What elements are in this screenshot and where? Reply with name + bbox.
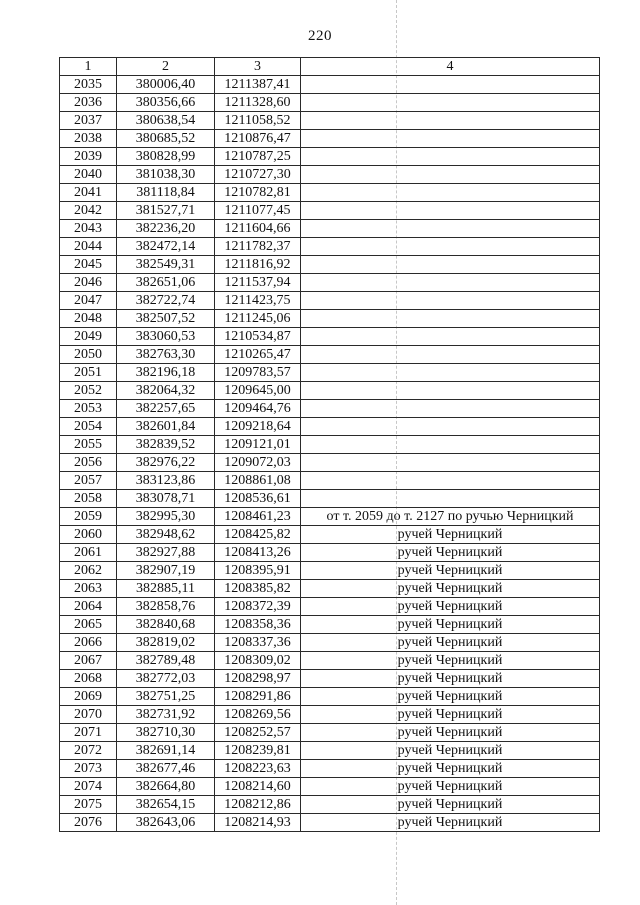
cell-y-coordinate: 1208425,82 (215, 526, 301, 544)
cell-y-coordinate: 1211245,06 (215, 310, 301, 328)
cell-description: ручей Черницкий (301, 580, 600, 598)
cell-x-coordinate: 382731,92 (117, 706, 215, 724)
cell-point-number: 2073 (60, 760, 117, 778)
cell-point-number: 2063 (60, 580, 117, 598)
cell-y-coordinate: 1209218,64 (215, 418, 301, 436)
table-row (60, 346, 600, 364)
cell-description: ручей Черницкий (301, 814, 600, 832)
cell-y-coordinate: 1208536,61 (215, 490, 301, 508)
cell-y-coordinate: 1210876,47 (215, 130, 301, 148)
table-row (60, 310, 600, 328)
cell-point-number: 2065 (60, 616, 117, 634)
cell-y-coordinate: 1210265,47 (215, 346, 301, 364)
cell-x-coordinate: 382472,14 (117, 238, 215, 256)
table-row (60, 202, 600, 220)
cell-y-coordinate: 1211816,92 (215, 256, 301, 274)
cell-x-coordinate: 383078,71 (117, 490, 215, 508)
cell-description (301, 490, 600, 508)
cell-description: ручей Черницкий (301, 616, 600, 634)
cell-description (301, 220, 600, 238)
cell-point-number: 2040 (60, 166, 117, 184)
cell-point-number: 2048 (60, 310, 117, 328)
table-row (60, 724, 600, 742)
cell-point-number: 2047 (60, 292, 117, 310)
cell-x-coordinate: 382948,62 (117, 526, 215, 544)
cell-point-number: 2074 (60, 778, 117, 796)
cell-description: ручей Черницкий (301, 706, 600, 724)
cell-y-coordinate: 1211077,45 (215, 202, 301, 220)
cell-point-number: 2056 (60, 454, 117, 472)
cell-description: ручей Черницкий (301, 526, 600, 544)
table-row (60, 382, 600, 400)
cell-point-number: 2055 (60, 436, 117, 454)
table-row (60, 436, 600, 454)
cell-y-coordinate: 1210782,81 (215, 184, 301, 202)
cell-description: ручей Черницкий (301, 634, 600, 652)
cell-description (301, 472, 600, 490)
cell-x-coordinate: 382664,80 (117, 778, 215, 796)
table-row (60, 508, 600, 526)
table-row (60, 364, 600, 382)
table-row (60, 400, 600, 418)
table-row (60, 94, 600, 112)
cell-x-coordinate: 382976,22 (117, 454, 215, 472)
table-row (60, 112, 600, 130)
cell-x-coordinate: 382789,48 (117, 652, 215, 670)
cell-point-number: 2064 (60, 598, 117, 616)
table-row (60, 526, 600, 544)
cell-description (301, 382, 600, 400)
table-row (60, 760, 600, 778)
table-row (60, 292, 600, 310)
cell-y-coordinate: 1208212,86 (215, 796, 301, 814)
cell-y-coordinate: 1211328,60 (215, 94, 301, 112)
cell-point-number: 2045 (60, 256, 117, 274)
cell-description (301, 310, 600, 328)
cell-y-coordinate: 1208252,57 (215, 724, 301, 742)
cell-description: ручей Черницкий (301, 778, 600, 796)
cell-x-coordinate: 383123,86 (117, 472, 215, 490)
table-row (60, 652, 600, 670)
cell-x-coordinate: 382839,52 (117, 436, 215, 454)
cell-description: от т. 2059 до т. 2127 по ручью Черницкий (301, 508, 600, 526)
cell-point-number: 2058 (60, 490, 117, 508)
cell-description (301, 76, 600, 94)
cell-y-coordinate: 1211537,94 (215, 274, 301, 292)
cell-x-coordinate: 381527,71 (117, 202, 215, 220)
cell-x-coordinate: 382995,30 (117, 508, 215, 526)
header-row (60, 58, 600, 76)
cell-point-number: 2069 (60, 688, 117, 706)
cell-description (301, 202, 600, 220)
cell-x-coordinate: 382677,46 (117, 760, 215, 778)
cell-y-coordinate: 1208239,81 (215, 742, 301, 760)
table-row (60, 616, 600, 634)
cell-y-coordinate: 1208337,36 (215, 634, 301, 652)
table-row (60, 598, 600, 616)
cell-x-coordinate: 382819,02 (117, 634, 215, 652)
cell-point-number: 2068 (60, 670, 117, 688)
table-row (60, 274, 600, 292)
table-row (60, 328, 600, 346)
cell-x-coordinate: 382196,18 (117, 364, 215, 382)
cell-description: ручей Черницкий (301, 652, 600, 670)
cell-y-coordinate: 1208291,86 (215, 688, 301, 706)
cell-point-number: 2060 (60, 526, 117, 544)
cell-point-number: 2057 (60, 472, 117, 490)
cell-point-number: 2050 (60, 346, 117, 364)
cell-y-coordinate: 1208223,63 (215, 760, 301, 778)
cell-y-coordinate: 1208269,56 (215, 706, 301, 724)
cell-point-number: 2071 (60, 724, 117, 742)
table-row (60, 130, 600, 148)
cell-point-number: 2043 (60, 220, 117, 238)
table-row (60, 544, 600, 562)
cell-x-coordinate: 382885,11 (117, 580, 215, 598)
cell-y-coordinate: 1211604,66 (215, 220, 301, 238)
cell-description: ручей Черницкий (301, 598, 600, 616)
table-row (60, 238, 600, 256)
cell-y-coordinate: 1208214,60 (215, 778, 301, 796)
cell-point-number: 2052 (60, 382, 117, 400)
cell-description (301, 292, 600, 310)
table-row (60, 706, 600, 724)
cell-y-coordinate: 1209783,57 (215, 364, 301, 382)
cell-point-number: 2037 (60, 112, 117, 130)
cell-x-coordinate: 382507,52 (117, 310, 215, 328)
cell-description: ручей Черницкий (301, 688, 600, 706)
cell-point-number: 2041 (60, 184, 117, 202)
cell-y-coordinate: 1211423,75 (215, 292, 301, 310)
cell-description (301, 256, 600, 274)
cell-x-coordinate: 382840,68 (117, 616, 215, 634)
cell-x-coordinate: 382751,25 (117, 688, 215, 706)
cell-point-number: 2067 (60, 652, 117, 670)
table-row (60, 220, 600, 238)
cell-y-coordinate: 1211387,41 (215, 76, 301, 94)
cell-y-coordinate: 1211782,37 (215, 238, 301, 256)
cell-y-coordinate: 1208395,91 (215, 562, 301, 580)
cell-description (301, 436, 600, 454)
table-row (60, 148, 600, 166)
table-row (60, 562, 600, 580)
cell-point-number: 2053 (60, 400, 117, 418)
cell-x-coordinate: 382651,06 (117, 274, 215, 292)
cell-x-coordinate: 380638,54 (117, 112, 215, 130)
cell-x-coordinate: 381038,30 (117, 166, 215, 184)
cell-y-coordinate: 1208358,36 (215, 616, 301, 634)
cell-description (301, 364, 600, 382)
cell-point-number: 2075 (60, 796, 117, 814)
table-row (60, 418, 600, 436)
cell-description (301, 166, 600, 184)
table-row (60, 472, 600, 490)
table-row (60, 256, 600, 274)
cell-point-number: 2035 (60, 76, 117, 94)
cell-description (301, 400, 600, 418)
cell-y-coordinate: 1208309,02 (215, 652, 301, 670)
cell-y-coordinate: 1210534,87 (215, 328, 301, 346)
cell-x-coordinate: 382236,20 (117, 220, 215, 238)
cell-point-number: 2042 (60, 202, 117, 220)
table-header (60, 58, 600, 76)
cell-y-coordinate: 1208298,97 (215, 670, 301, 688)
cell-x-coordinate: 382654,15 (117, 796, 215, 814)
cell-y-coordinate: 1211058,52 (215, 112, 301, 130)
table-body (60, 76, 600, 832)
cell-x-coordinate: 382722,74 (117, 292, 215, 310)
cell-y-coordinate: 1209645,00 (215, 382, 301, 400)
cell-description (301, 94, 600, 112)
cell-description (301, 274, 600, 292)
cell-point-number: 2059 (60, 508, 117, 526)
cell-description (301, 112, 600, 130)
table-row (60, 490, 600, 508)
cell-point-number: 2044 (60, 238, 117, 256)
header-point-number: 1 (60, 58, 117, 76)
cell-point-number: 2051 (60, 364, 117, 382)
cell-description: ручей Черницкий (301, 760, 600, 778)
cell-description (301, 184, 600, 202)
cell-description (301, 328, 600, 346)
cell-point-number: 2061 (60, 544, 117, 562)
cell-x-coordinate: 382643,06 (117, 814, 215, 832)
cell-description: ручей Черницкий (301, 796, 600, 814)
cell-point-number: 2046 (60, 274, 117, 292)
cell-point-number: 2072 (60, 742, 117, 760)
cell-x-coordinate: 382257,65 (117, 400, 215, 418)
cell-x-coordinate: 382710,30 (117, 724, 215, 742)
table-row (60, 634, 600, 652)
cell-point-number: 2036 (60, 94, 117, 112)
cell-x-coordinate: 383060,53 (117, 328, 215, 346)
table-row (60, 778, 600, 796)
cell-description (301, 238, 600, 256)
table-row (60, 580, 600, 598)
cell-y-coordinate: 1209121,01 (215, 436, 301, 454)
cell-description: ручей Черницкий (301, 742, 600, 760)
cell-description (301, 346, 600, 364)
cell-y-coordinate: 1208461,23 (215, 508, 301, 526)
cell-y-coordinate: 1208372,39 (215, 598, 301, 616)
cell-description: ручей Черницкий (301, 562, 600, 580)
cell-point-number: 2049 (60, 328, 117, 346)
cell-x-coordinate: 382907,19 (117, 562, 215, 580)
table-row (60, 796, 600, 814)
cell-description (301, 130, 600, 148)
cell-y-coordinate: 1209464,76 (215, 400, 301, 418)
cell-x-coordinate: 382858,76 (117, 598, 215, 616)
cell-x-coordinate: 382064,32 (117, 382, 215, 400)
header-x-coordinate: 2 (117, 58, 215, 76)
cell-x-coordinate: 382927,88 (117, 544, 215, 562)
cell-x-coordinate: 380828,99 (117, 148, 215, 166)
cell-x-coordinate: 382772,03 (117, 670, 215, 688)
cell-y-coordinate: 1208861,08 (215, 472, 301, 490)
table-row (60, 688, 600, 706)
cell-description (301, 454, 600, 472)
cell-point-number: 2066 (60, 634, 117, 652)
cell-description: ручей Черницкий (301, 670, 600, 688)
table-row (60, 742, 600, 760)
cell-y-coordinate: 1210727,30 (215, 166, 301, 184)
cell-x-coordinate: 382549,31 (117, 256, 215, 274)
cell-description (301, 418, 600, 436)
cell-point-number: 2062 (60, 562, 117, 580)
table-row (60, 76, 600, 94)
cell-point-number: 2039 (60, 148, 117, 166)
cell-y-coordinate: 1210787,25 (215, 148, 301, 166)
cell-y-coordinate: 1208214,93 (215, 814, 301, 832)
coordinates-table (59, 57, 600, 832)
cell-y-coordinate: 1208385,82 (215, 580, 301, 598)
cell-point-number: 2076 (60, 814, 117, 832)
cell-x-coordinate: 380006,40 (117, 76, 215, 94)
table-row (60, 814, 600, 832)
cell-x-coordinate: 380356,66 (117, 94, 215, 112)
cell-x-coordinate: 380685,52 (117, 130, 215, 148)
cell-y-coordinate: 1208413,26 (215, 544, 301, 562)
cell-x-coordinate: 382601,84 (117, 418, 215, 436)
cell-description: ручей Черницкий (301, 544, 600, 562)
cell-point-number: 2070 (60, 706, 117, 724)
table-row (60, 184, 600, 202)
header-y-coordinate: 3 (215, 58, 301, 76)
cell-description (301, 148, 600, 166)
cell-x-coordinate: 382691,14 (117, 742, 215, 760)
table-row (60, 454, 600, 472)
table-row (60, 670, 600, 688)
cell-y-coordinate: 1209072,03 (215, 454, 301, 472)
cell-point-number: 2038 (60, 130, 117, 148)
cell-x-coordinate: 381118,84 (117, 184, 215, 202)
header-description: 4 (301, 58, 600, 76)
cell-x-coordinate: 382763,30 (117, 346, 215, 364)
cell-description: ручей Черницкий (301, 724, 600, 742)
table-row (60, 166, 600, 184)
cell-point-number: 2054 (60, 418, 117, 436)
page-number: 220 (308, 28, 332, 44)
